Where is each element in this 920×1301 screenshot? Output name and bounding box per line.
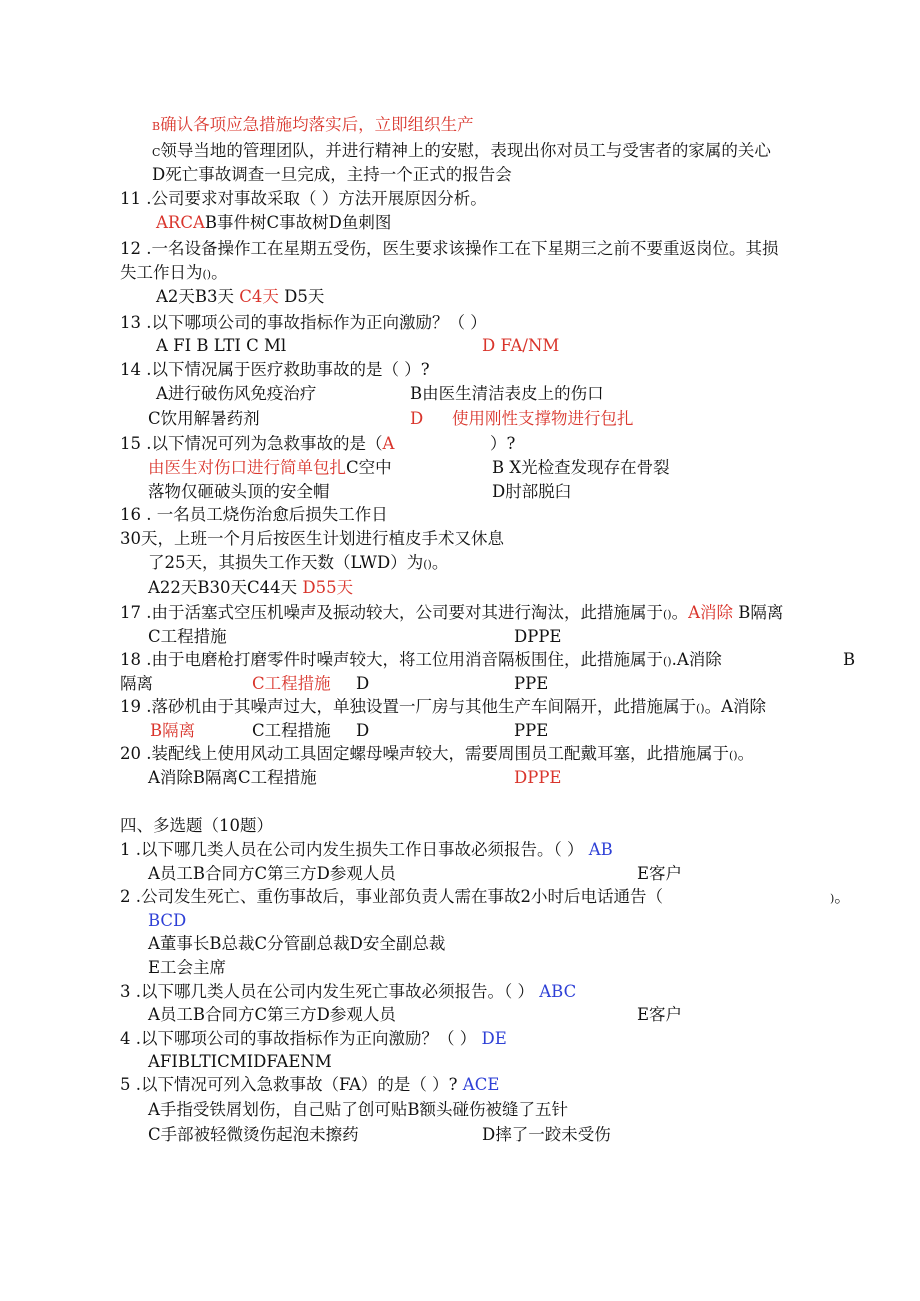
q20-end: 。 xyxy=(737,744,755,763)
q13-options: A FI B LTI C Ml xyxy=(156,336,287,355)
m3-text: .以下哪几类人员在公司内发生死亡事故必须报告。（ ） xyxy=(135,982,534,1001)
prev-option-c xyxy=(152,140,771,164)
m4-stem xyxy=(120,1028,507,1050)
q11-options xyxy=(156,212,391,234)
q18-text: .由于电磨枪打磨零件时噪声较大，将工位用消音隔板围住，此措施属于 xyxy=(146,650,663,669)
m3-options: A员工B合同方C第三方D参观人员 xyxy=(148,1005,396,1024)
m2-end: 。 xyxy=(834,887,851,906)
q13-text: .以下哪项公司的事故指标作为正向激励？（ ） xyxy=(146,313,487,332)
m1-options: A员工B合同方C第三方D参观人员 xyxy=(148,864,396,883)
q15-option-d: D肘部脱臼 xyxy=(492,482,572,501)
q11-rest: B事件树C事故树D鱼刺图 xyxy=(204,213,392,232)
q12-answer: C4天 xyxy=(239,287,279,306)
q18-stem xyxy=(120,649,722,673)
q18-option-a: .A消除 xyxy=(671,650,722,669)
q11-number: 11 xyxy=(120,189,141,208)
m4-text: .以下哪项公司的事故指标作为正向激励？（ ） xyxy=(135,1029,477,1048)
q16-end: 。 xyxy=(431,553,449,572)
m5-option-d: D摔了一跤未受伤 xyxy=(482,1125,611,1144)
q14-answer-d: D xyxy=(410,409,424,428)
q15-stem xyxy=(120,433,394,455)
m2-text: .公司发生死亡、重伤事故后，事业部负责人需在事故2小时后电话通告（ xyxy=(135,887,663,906)
q18-option-b: B xyxy=(843,650,856,669)
prev-option-b xyxy=(152,114,474,138)
q19-option-d2: PPE xyxy=(514,721,549,740)
prev-b-text: 确认各项应急措施均落实后，立即组织生产 xyxy=(160,115,474,134)
q14-option-b: B由医生清洁表皮上的伤口 xyxy=(410,384,604,403)
q16-number: 16 xyxy=(120,505,141,524)
m1-text: .以下哪几类人员在公司内发生损失工作日事故必须报告。（ ） xyxy=(135,840,584,859)
q19-answer: B隔离 xyxy=(150,721,196,740)
q12-stem-line2 xyxy=(120,262,228,286)
q12-end: 。 xyxy=(211,263,228,282)
q15-option-b: B X光检查发现存在骨裂 xyxy=(492,458,670,477)
m1-number: 1 xyxy=(120,840,131,859)
q15-text: .以下情况可列为急救事故的是（ xyxy=(146,434,383,453)
q12-text2: 失工作日为 xyxy=(120,263,203,282)
q17-option-b: B隔离 xyxy=(738,603,784,622)
q16-answer: D55天 xyxy=(302,578,354,597)
m4-options: AFIBLTICMIDFAENM xyxy=(148,1052,332,1071)
q19-text: .落砂机由于其噪声过大，单独设置一厂房与其他生产车间隔开，此措施属于 xyxy=(146,697,696,716)
m1-answer: AB xyxy=(588,840,613,859)
q11-text: .公司要求对事故采取（ ）方法开展原因分析。 xyxy=(146,189,487,208)
q12-options xyxy=(156,286,324,308)
q16-line3 xyxy=(148,552,448,576)
q18-option-b2: 隔离 xyxy=(120,674,153,693)
m4-answer: DE xyxy=(481,1029,507,1048)
m5-option-c: C手部被轻微烫伤起泡未擦药 xyxy=(148,1125,359,1144)
q17-paren: () xyxy=(663,608,672,621)
m2-answer: BCD xyxy=(148,911,187,930)
q16-options xyxy=(148,577,353,599)
m5-stem xyxy=(120,1074,499,1096)
m1-stem xyxy=(120,839,613,861)
q19-paren: () xyxy=(696,702,705,715)
q11-answer: ARCA xyxy=(156,213,205,232)
q14-stem xyxy=(120,359,430,381)
q17-text: .由于活塞式空压机噪声及振动较大，公司要对其进行淘汰，此措施属于 xyxy=(146,603,663,622)
q19-option-d: D xyxy=(356,721,370,740)
q14-option-a: A进行破伤风免疫治疗 xyxy=(156,384,317,403)
q14-option-c: C饮用解暑药剂 xyxy=(148,409,260,428)
q19-number: 19 xyxy=(120,697,141,716)
q19-stem xyxy=(120,696,766,720)
q14-answer-d-text: 使用刚性支撑物进行包扎 xyxy=(452,409,634,428)
q17-option-d: DPPE xyxy=(514,627,562,646)
m2-number: 2 xyxy=(120,887,131,906)
q17-answer: A消除 xyxy=(688,603,734,622)
q17-number: 17 xyxy=(120,603,141,622)
q18-answer: C工程措施 xyxy=(252,674,331,693)
q16-opts: A22天B30天C44天 xyxy=(148,578,298,597)
q15-answer-a-text: 由医生对伤口进行简单包扎 xyxy=(148,458,346,477)
q13-number: 13 xyxy=(120,313,141,332)
prev-c-marker: C xyxy=(152,146,161,159)
q18-option-d: D xyxy=(356,674,370,693)
m2-option-e: E工会主席 xyxy=(148,958,227,977)
q18-option-d2: PPE xyxy=(514,674,549,693)
q12-number: 12 xyxy=(120,239,141,258)
prev-c-text: 领导当地的管理团队，并进行精神上的安慰，表现出你对员工与受害者的家属的关心 xyxy=(160,141,771,160)
q12-opt1: A2天B3天 xyxy=(156,287,235,306)
q14-number: 14 xyxy=(120,360,141,379)
q16-line2: 30天，上班一个月后按医生计划进行植皮手术又休息 xyxy=(120,529,504,548)
q11-stem xyxy=(120,188,487,210)
q16-text: . 一名员工烧伤治愈后损失工作日 xyxy=(146,505,388,524)
q19-option-a: 。A消除 xyxy=(704,697,767,716)
q17-option-c: C工程措施 xyxy=(148,627,227,646)
m3-answer: ABC xyxy=(539,982,577,1001)
q16-stem xyxy=(120,504,388,526)
prev-option-d: D死亡事故调查一旦完成，主持一个正式的报告会 xyxy=(152,165,512,184)
q12-opt2: D5天 xyxy=(284,287,325,306)
q13-stem xyxy=(120,312,487,334)
q12-stem xyxy=(120,238,779,260)
q20-stem xyxy=(120,743,754,767)
q16-paren: () xyxy=(423,558,432,571)
m5-options-ab: A手指受铁屑划伤，自己贴了创可贴B额头碰伤被缝了五针 xyxy=(148,1100,569,1119)
q14-text: .以下情况属于医疗救助事故的是（ ）? xyxy=(146,360,430,379)
q15-number: 15 xyxy=(120,434,141,453)
q15-stem-end: ）? xyxy=(490,434,516,453)
q20-paren: () xyxy=(729,749,738,762)
q15-option-c: C空中 xyxy=(346,458,392,477)
m5-answer: ACE xyxy=(462,1075,500,1094)
prev-b-marker: B xyxy=(152,120,161,133)
q18-paren: () xyxy=(663,655,672,668)
q17-dot: 。 xyxy=(671,603,689,622)
q15-option-c2: 落物仅砸破头顶的安全帽 xyxy=(148,482,330,501)
m2-stem xyxy=(120,886,663,908)
m2-paren: ) xyxy=(830,892,835,905)
m5-text: .以下情况可列入急救事故（FA）的是（ ）? xyxy=(135,1075,458,1094)
q15-line2 xyxy=(148,457,392,479)
m3-option-e: E客户 xyxy=(637,1005,683,1024)
q16-line3-text: 了25天，其损失工作天数（LWD）为 xyxy=(148,553,424,572)
q15-answer-a: A xyxy=(382,434,395,453)
m4-number: 4 xyxy=(120,1029,131,1048)
m3-number: 3 xyxy=(120,982,131,1001)
q19-option-c: C工程措施 xyxy=(252,721,331,740)
q20-options: A消除B隔离C工程措施 xyxy=(148,768,317,787)
q18-number: 18 xyxy=(120,650,141,669)
m2-stem-end xyxy=(830,886,851,910)
m5-number: 5 xyxy=(120,1075,131,1094)
q17-stem xyxy=(120,602,783,626)
q20-number: 20 xyxy=(120,744,141,763)
q12-paren: () xyxy=(202,268,212,281)
q13-answer: D FA/NM xyxy=(482,336,560,355)
m2-options: A董事长B总裁C分管副总裁D安全副总裁 xyxy=(148,934,446,953)
q20-text: .装配线上使用风动工具固定螺母噪声较大，需要周围员工配戴耳塞，此措施属于 xyxy=(146,744,729,763)
section-title: 四、多选题（10题） xyxy=(120,816,273,835)
m1-option-e: E客户 xyxy=(637,864,683,883)
q12-text: .一名设备操作工在星期五受伤，医生要求该操作工在下星期三之前不要重返岗位。其损 xyxy=(146,239,779,258)
m3-stem xyxy=(120,981,576,1003)
q20-answer: DPPE xyxy=(514,768,562,787)
